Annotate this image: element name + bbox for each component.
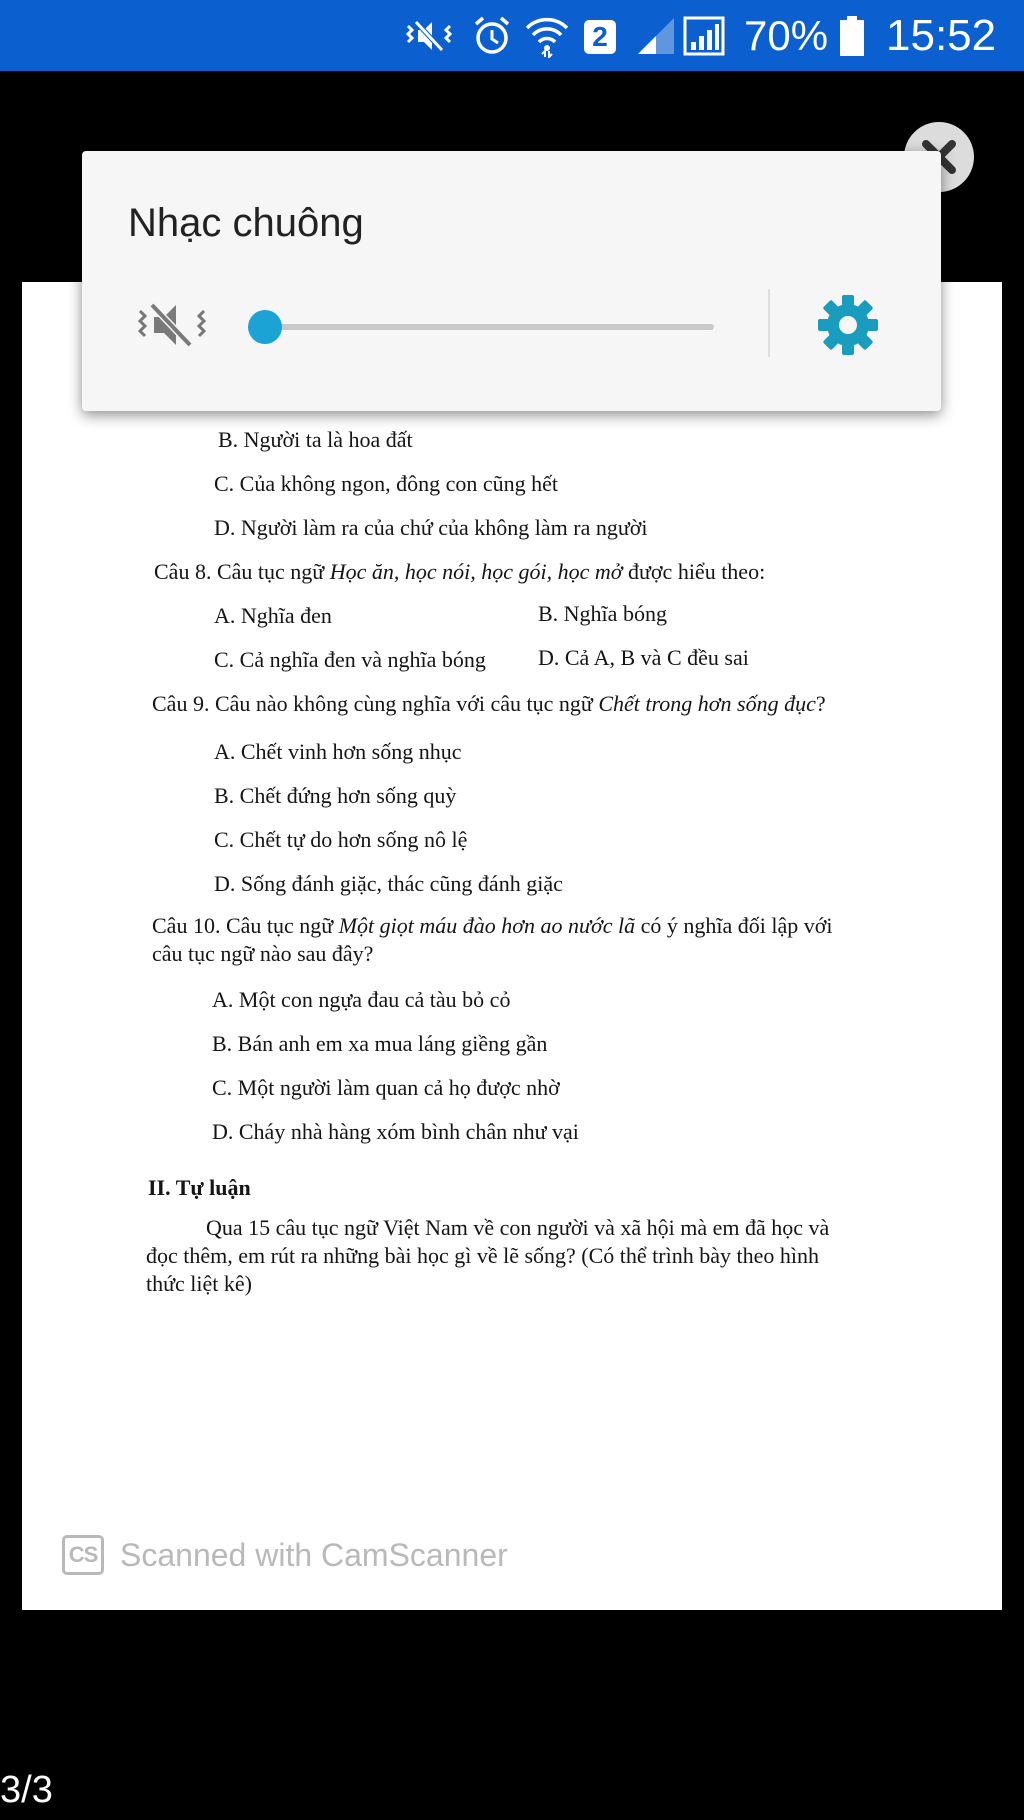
alarm-icon (472, 14, 512, 58)
q9-option-d: D. Sống đánh giặc, thác cũng đánh giặc (214, 871, 563, 896)
q9-option-b: B. Chết đứng hơn sống quỳ (214, 783, 457, 808)
gear-icon[interactable] (816, 293, 880, 357)
camscanner-watermark (62, 1532, 508, 1578)
q8-option-c: C. Cả nghĩa đen và nghĩa bóng (214, 647, 486, 672)
question-9 (152, 690, 826, 718)
section-heading (148, 1174, 251, 1202)
essay-line-3: thức liệt kê) (146, 1271, 252, 1296)
volume-slider-thumb[interactable] (248, 310, 282, 344)
battery-icon (838, 14, 866, 58)
q9-prefix: Câu 9. Câu nào không cùng nghĩa với câu tục ngữ (152, 691, 599, 716)
essay-line-1: Qua 15 câu tục ngữ Việt Nam về con người và xã hội mà em đã học và (206, 1215, 830, 1240)
vibrate-mute-icon (404, 14, 454, 58)
camscanner-logo: CS (62, 1535, 104, 1575)
status-bar (0, 0, 1024, 71)
signal-bars-icon (682, 14, 726, 58)
volume-panel-divider (768, 289, 770, 357)
question-10-line2: câu tục ngữ nào sau đây? (152, 941, 374, 966)
q10-option-d: D. Cháy nhà hàng xóm bình chân như vại (212, 1119, 579, 1144)
q9-quote: Chết trong hơn sống đục (598, 691, 816, 716)
question-10 (152, 912, 833, 940)
q7-option-c: C. Của không ngon, đông con cũng hết (214, 471, 559, 496)
q8-option-d: D. Cả A, B và C đều sai (538, 645, 749, 670)
page-counter: 3/3 (0, 1769, 53, 1811)
q9-suffix: ? (815, 691, 826, 716)
volume-slider-track (260, 324, 714, 330)
q10-option-b: B. Bán anh em xa mua láng giềng gần (212, 1031, 548, 1056)
sim-2-icon (584, 20, 616, 54)
q8-option-a: A. Nghĩa đen (214, 603, 332, 628)
wifi-icon (524, 14, 570, 58)
q10-prefix: Câu 10. Câu tục ngữ (152, 913, 339, 938)
question-8 (154, 558, 765, 586)
volume-panel (82, 151, 941, 411)
sim-2-label: 2 (592, 21, 608, 52)
vibrate-mute-icon[interactable] (134, 295, 210, 355)
q10-option-a: A. Một con ngựa đau cả tàu bỏ cỏ (212, 987, 511, 1012)
q9-option-a: A. Chết vinh hơn sống nhục (214, 739, 462, 764)
volume-slider[interactable] (260, 315, 714, 339)
q8-prefix: Câu 8. Câu tục ngữ (154, 559, 330, 584)
q10-option-c: C. Một người làm quan cả họ được nhờ (212, 1075, 560, 1100)
q10-quote: Một giọt máu đào hơn ao nước lã (338, 913, 636, 938)
q9-option-c: C. Chết tự do hơn sống nô lệ (214, 827, 468, 852)
q8-quote: Học ăn, học nói, học gói, học mở (329, 559, 623, 584)
status-time: 15:52 (886, 11, 997, 60)
document-page (22, 282, 1002, 1610)
q7-option-b: B. Người ta là hoa đất (218, 427, 413, 452)
battery-percent: 70% (744, 12, 829, 59)
q8-suffix: được hiểu theo: (622, 559, 766, 584)
essay-line-2: đọc thêm, em rút ra những bài học gì về lẽ sống? (Có thể trình bày theo hình (146, 1243, 819, 1268)
volume-panel-title: Nhạc chuông (128, 201, 364, 245)
signal-bars-icon (634, 14, 678, 58)
q7-option-d: D. Người làm ra của chứ của không làm ra người (214, 515, 648, 540)
camscanner-text: Scanned with CamScanner (120, 1537, 508, 1573)
section-heading-text: II. Tự luận (148, 1175, 251, 1200)
q10-suffix: có ý nghĩa đối lập với (635, 913, 833, 938)
q8-option-b: B. Nghĩa bóng (538, 601, 667, 626)
